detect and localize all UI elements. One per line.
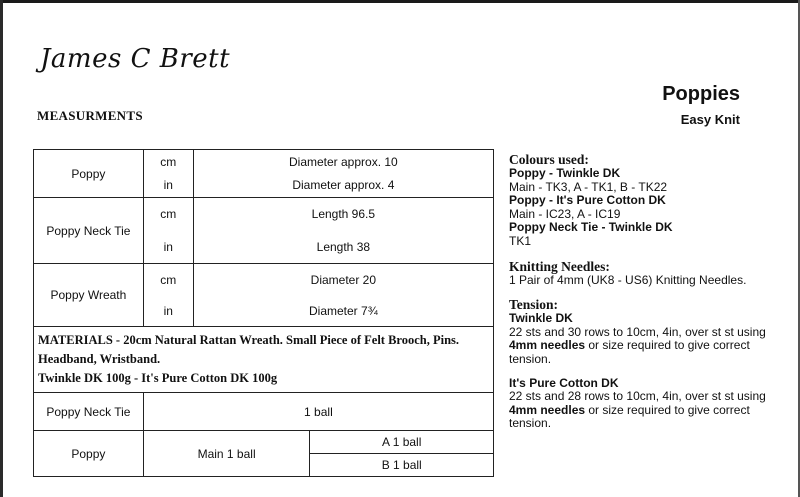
measurement-value: Diameter 7¾ (193, 297, 493, 327)
tension-text-end: or size required to give correct tension. (509, 338, 750, 366)
unit-label: cm (143, 150, 193, 174)
needles-heading: Knitting Needles: (509, 258, 610, 274)
tension-section (509, 297, 779, 366)
colour-group-detail: TK1 (509, 233, 532, 248)
pattern-title: Poppies (662, 83, 740, 105)
colour-group-title: Poppy - It's Pure Cotton DK (509, 193, 666, 208)
tension-text (509, 326, 779, 367)
tension-yarn-title: It's Pure Cotton DK (509, 375, 619, 390)
colours-section (509, 152, 779, 249)
tension-text (509, 390, 779, 431)
measurement-row (34, 150, 494, 174)
needles-text: 1 Pair of 4mm (UK8 - US6) Knitting Needles. (509, 272, 747, 287)
needles-section (509, 259, 779, 288)
colour-group-title: Poppy - Twinkle DK (509, 166, 621, 180)
yarn-item-name: Poppy Neck Tie (34, 393, 144, 431)
unit-label: in (143, 297, 193, 327)
materials-cell (34, 327, 494, 393)
measurements-table (33, 149, 494, 477)
yarn-b-amount: B 1 ball (310, 454, 494, 477)
page-border-top (0, 0, 800, 3)
colours-heading: Colours used: (509, 152, 589, 167)
measurement-row (34, 198, 494, 231)
measurement-row (34, 264, 494, 297)
page-border-left (0, 0, 3, 497)
section-title: MEASURMENTS (37, 108, 143, 123)
colour-group-detail: Main - TK3, A - TK1, B - TK22 (509, 179, 668, 194)
brand-logo: James C Brett (40, 44, 231, 74)
materials-label: MATERIALS (38, 333, 113, 347)
tension-needle-size: 4mm needles (509, 402, 586, 417)
tension-text-start: 22 sts and 28 rows to 10cm, 4in, over st st using (509, 389, 766, 404)
measurement-value: Length 38 (193, 231, 493, 264)
materials-yarns: Twinkle DK 100g - It's Pure Cotton DK 100g (38, 371, 278, 385)
tension-text-start: 22 sts and 30 rows to 10cm, 4in, over st st using (509, 324, 766, 339)
tension-needle-size: 4mm needles (509, 338, 586, 353)
tension-text-end: or size required to give correct tension. (509, 402, 750, 431)
colour-group-detail: Main - IC23, A - IC19 (509, 206, 621, 221)
measurement-value: Diameter approx. 10 (193, 150, 493, 174)
materials-text: - 20cm Natural Rattan Wreath. Small Piece of Felt Brooch, Pins. Headband, Wristband. (38, 333, 460, 366)
measurement-value: Length 96.5 (193, 198, 493, 231)
colour-group-title: Poppy Neck Tie - Twinkle DK (509, 220, 673, 235)
pattern-info (509, 152, 779, 441)
measurement-value: Diameter approx. 4 (193, 174, 493, 198)
measurement-name: Poppy Wreath (34, 264, 144, 327)
measurement-name: Poppy Neck Tie (34, 198, 144, 264)
unit-label: in (143, 174, 193, 198)
yarn-item-name: Poppy (34, 431, 144, 477)
tension-heading: Tension: (509, 297, 559, 313)
tension-section-2 (509, 377, 779, 431)
measurement-name: Poppy (34, 150, 144, 198)
tension-yarn-title: Twinkle DK (509, 311, 573, 326)
yarn-amount: 1 ball (143, 393, 493, 431)
unit-label: cm (143, 198, 193, 231)
measurement-value: Diameter 20 (193, 264, 493, 297)
pattern-subtitle: Easy Knit (680, 112, 740, 127)
yarn-a-amount: A 1 ball (310, 431, 494, 454)
unit-label: cm (143, 264, 193, 297)
unit-label: in (143, 231, 193, 264)
yarn-main-amount: Main 1 ball (143, 431, 310, 477)
